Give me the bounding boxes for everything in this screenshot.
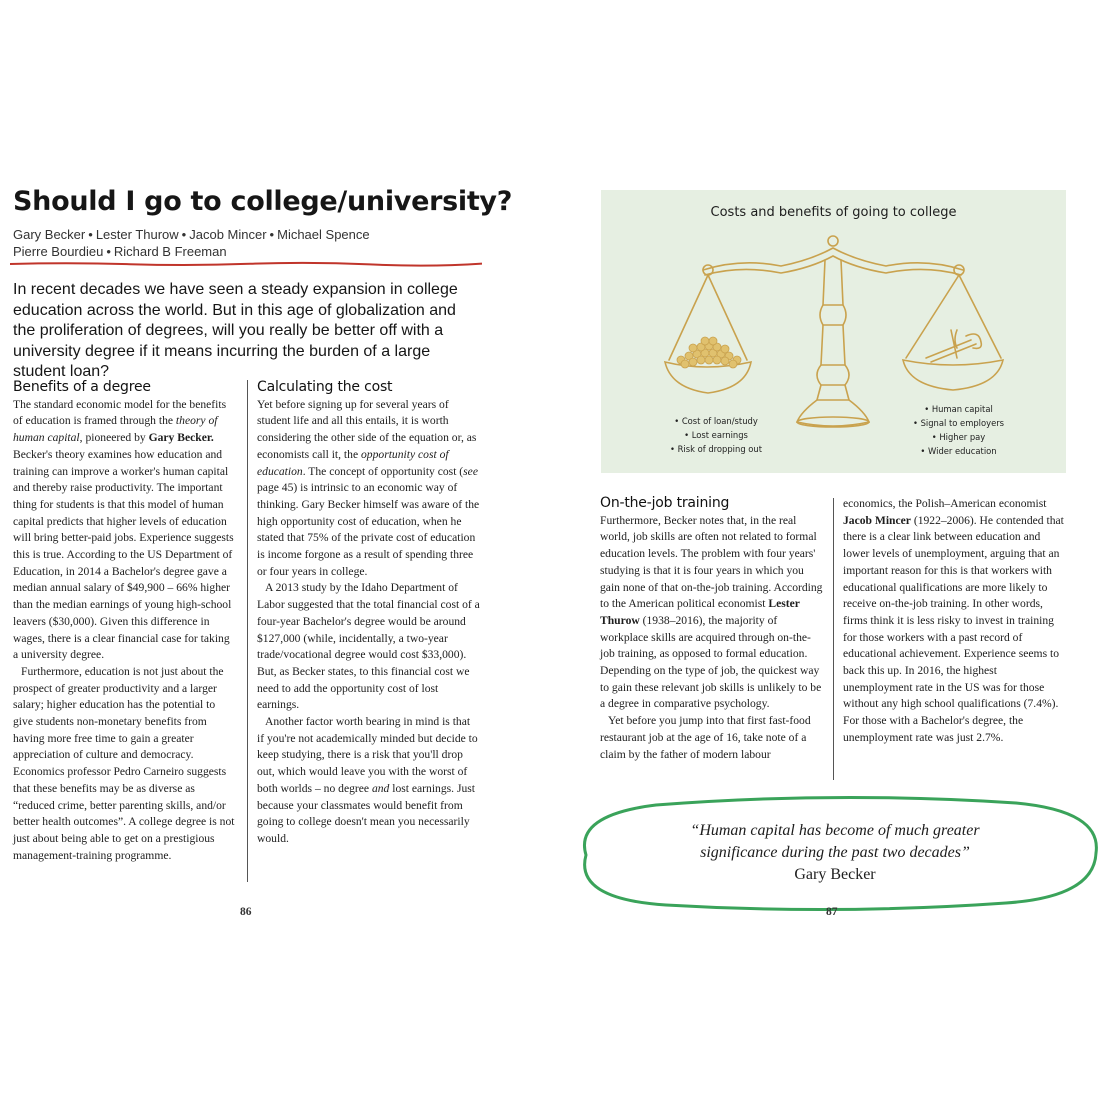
page-number-left: 86 <box>240 906 252 918</box>
author-name: Gary Becker <box>13 227 86 242</box>
author-name: Richard B Freeman <box>113 244 227 259</box>
ojt-paragraph-1: Furthermore, Becker notes that, in the real world, job skills are often not related to formal education levels. The problem with four years' studying is that it is four years in which you gain none of that on-the-job training. According to the American political economist Lester Thurow (1938–2016), the majority of workplace skills are acquired through on-the-job training, as opposed to formal education. Depending on the type of job, the quickest way to gain these relevant job skills is unlikely to be a degree in comparative psychology. <box>600 513 823 711</box>
cost-heading: Calculating the cost <box>257 379 393 395</box>
separator-dot: • <box>181 227 187 242</box>
ojt-column-2 <box>843 496 1065 747</box>
cost-item: • Risk of dropping out <box>669 444 763 454</box>
benefit-item: • Wider education <box>920 446 997 456</box>
figure-title: Costs and benefits of going to college <box>710 205 957 220</box>
cost-paragraph-2: A 2013 study by the Idaho Department of Labor suggested that the total financial cost of a four-year Bachelor's degree would be around $127,000 (while, incidentally, a two-year trade/vocational degree would cost $33,000). But, as Becker states, to this financial cost we need to add the opportunity cost of lost earnings. <box>257 581 480 712</box>
author-name: Lester Thurow <box>95 227 179 242</box>
column-divider <box>247 380 248 882</box>
quote-line-2: significance during the past two decades” <box>700 844 970 861</box>
ojt-paragraph-2: Yet before you jump into that first fast-food restaurant job at the age of 16, take note of a claim by the father of modern labour <box>600 714 811 761</box>
benefit-item: • Higher pay <box>931 432 986 442</box>
benefits-heading: Benefits of a degree <box>13 379 151 395</box>
separator-dot: • <box>269 227 275 242</box>
cost-paragraph-3: Another factor worth bearing in mind is that if you're not academically minded but decide to keep studying, there is a risk that you'll drop out, which would leave you with the worst of both worlds – no degree and lost earnings. Just because your classmates would benefit from going to college doesn't mean you necessarily would. <box>257 715 478 845</box>
benefit-item: • Human capital <box>924 404 993 414</box>
author-line-2 <box>13 243 483 260</box>
title-underline <box>10 261 482 267</box>
cost-item: • Lost earnings <box>684 430 748 440</box>
author-line-1 <box>13 226 483 243</box>
ojt-paragraph-3: economics, the Polish–American economist Jacob Mincer (1922–2006). He contended that there is a clear link between education and lower levels of unemployment, arguing that an important reason for this is that workers with educational qualifications are more likely to receive on-the-job training. In other words, firms think it is less risky to invest in training for those workers with a past record of educational achievement. Experience seems to back this up. In 2016, the highest unemployment rate in the US was for those without any high school qualifications (7.4%). For those with a Bachelor's degree, the unemployment rate was just 2.7%. <box>843 497 1064 744</box>
cost-item: • Cost of loan/study <box>674 416 758 426</box>
author-list <box>13 226 483 260</box>
intro-paragraph: In recent decades we have seen a steady expansion in college education across the world. But in this age of globalization and the proliferation of degrees, will you really be better off with a university degree if it means incurring the burden of a large student loan? <box>13 281 458 380</box>
benefits-list <box>896 402 1021 458</box>
cost-column <box>257 379 480 848</box>
author-name: Michael Spence <box>277 227 370 242</box>
cost-paragraph-1: Yet before signing up for several years of student life and all this entails, it is worth considering the other side of the equation or, as economists call it, the opportunity cost of education. The concept of opportunity cost (see page 45) is intrinsic to an economic way of thinking. Gary Becker himself was aware of the high opportunity cost of education, when he stated that 75% of the private cost of education is income forgone as a result of spending three or four years in college. <box>257 397 480 578</box>
benefits-column <box>13 379 236 864</box>
column-divider <box>833 498 834 780</box>
costs-benefits-figure <box>601 190 1066 473</box>
separator-dot: • <box>106 244 111 259</box>
ojt-column-1 <box>600 495 824 763</box>
costs-list <box>651 414 781 456</box>
ojt-heading: On-the-job training <box>600 495 730 511</box>
benefits-paragraph-1: The standard economic model for the benefits of education is framed through the theory of human capital, pioneered by Gary Becker. Becker's theory examines how education and training can improve a worker's human capital and thereby raise productivity. The important thing for students is that this model of human capital predicts that higher levels of education will bring better-paid jobs. Experience suggests this is true. According to the US Department of Education, in 2014 a Bachelor's degree gave a median annual salary of $49,900 – 66% higher than the median earnings of young high-school leavers ($30,000). Given this difference in wages, there is a clear financial case for taking a university degree. <box>13 397 234 662</box>
pull-quote <box>566 795 1104 915</box>
benefit-item: • Signal to employers <box>912 418 1005 428</box>
author-name: Pierre Bourdieu <box>13 244 104 259</box>
benefits-paragraph-2: Furthermore, education is not just about the prospect of greater productivity and a larger salary; higher education has the potential to give students non-monetary benefits from having more free time to gain a greater appreciation of culture and democracy. Economics professor Pedro Carneiro suggests that these benefits may be as diverse as “reduced crime, better parenting skills, and/or better health outcomes”. A college degree is not just about being able to get on a prestigious management-training programme. <box>13 664 235 862</box>
page-number-right: 87 <box>826 906 838 918</box>
author-name: Jacob Mincer <box>189 227 267 242</box>
chapter-title: Should I go to college/university? <box>13 186 513 217</box>
quote-line-1: “Human capital has become of much greater <box>690 822 980 839</box>
quote-author: Gary Becker <box>794 866 876 883</box>
separator-dot: • <box>88 227 93 242</box>
quote-text <box>566 820 1104 886</box>
